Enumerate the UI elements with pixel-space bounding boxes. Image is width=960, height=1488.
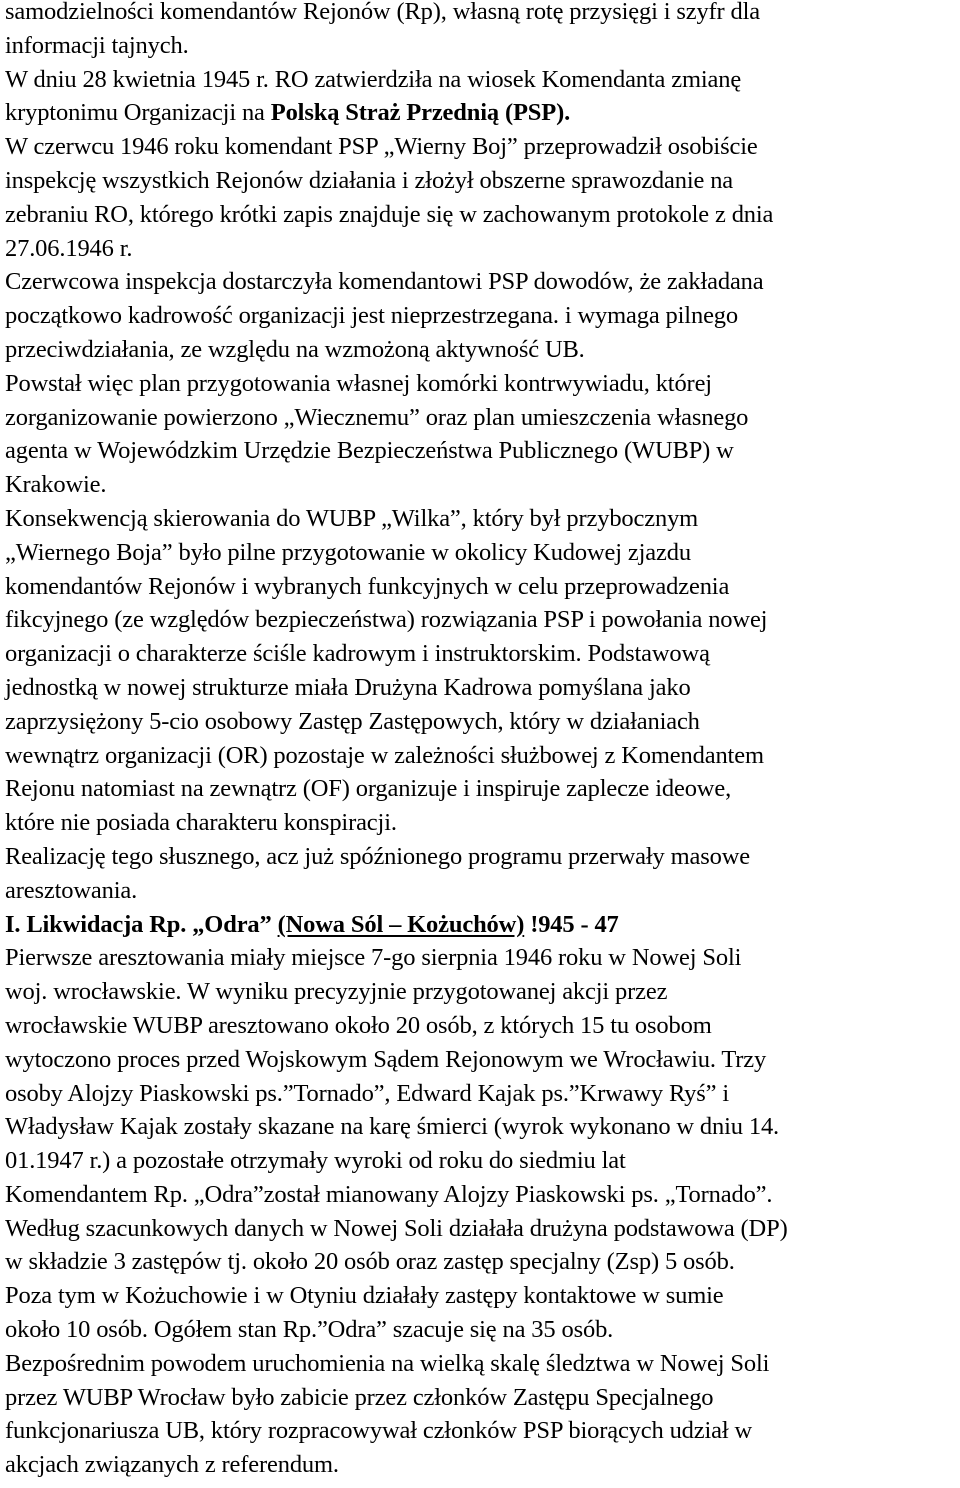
text-line: zebraniu RO, którego krótki zapis znajduje się w zachowanym protokole z dnia xyxy=(5,200,774,228)
text-line: komendantów Rejonów i wybranych funkcyjnych w celu przeprowadzenia xyxy=(5,572,730,600)
text-line: wewnątrz organizacji (OR) pozostaje w zależności służbowej z Komendantem xyxy=(5,741,764,769)
heading-location: (Nowa Sól – Kożuchów) xyxy=(277,910,525,938)
text-line: funkcjonariusza UB, który rozpracowywał członków PSP biorących udział w xyxy=(5,1417,753,1445)
text-line: wytoczono proces przed Wojskowym Sądem Rejonowym we Wrocławiu. Trzy xyxy=(5,1045,767,1073)
text-line: samodzielności komendantów Rejonów (Rp), własną rotę przysięgi i szyfr dla xyxy=(5,0,761,25)
text-line: W czerwcu 1946 roku komendant PSP „Wierny Boj” przeprowadził osobiście xyxy=(5,133,758,161)
text-line: Krakowie. xyxy=(5,471,107,499)
text-line: aresztowania. xyxy=(5,876,138,904)
text-line: Powstał więc plan przygotowania własnej komórki kontrwywiadu, której xyxy=(5,369,712,397)
text-line: akcjach związanych z referendum. xyxy=(5,1451,339,1479)
text-line: woj. wrocławskie. W wyniku precyzyjnie przygotowanej akcji przez xyxy=(5,978,668,1006)
text-line: przeciwdziałania, ze względu na wzmożoną aktywność UB. xyxy=(5,335,585,363)
text-line: w składzie 3 zastępów tj. około 20 osób oraz zastęp specjalny (Zsp) 5 osób. xyxy=(5,1248,735,1276)
text-line: agenta w Wojewódzkim Urzędzie Bezpieczeństwa Publicznego (WUBP) w xyxy=(5,437,734,465)
text-line: przez WUBP Wrocław było zabicie przez członków Zastępu Specjalnego xyxy=(5,1383,714,1411)
text-line: informacji tajnych. xyxy=(5,31,189,59)
text-line: Pierwsze aresztowania miały miejsce 7-go sierpnia 1946 roku w Nowej Soli xyxy=(5,944,742,972)
text-line: początkowo kadrowość organizacji jest nieprzestrzegana. i wymaga pilnego xyxy=(5,302,738,330)
text-line: inspekcję wszystkich Rejonów działania i złożył obszerne sprawozdanie na xyxy=(5,166,734,194)
text-line: Według szacunkowych danych w Nowej Soli działała drużyna podstawowa (DP) xyxy=(5,1214,788,1242)
text-line: około 10 osób. Ogółem stan Rp.”Odra” szacuje się na 35 osób. xyxy=(5,1316,614,1344)
text-line: wrocławskie WUBP aresztowano około 20 osób, z których 15 tu osobom xyxy=(5,1011,712,1039)
text-run: kryptonimu Organizacji na xyxy=(5,99,271,127)
text-line: Realizację tego słusznego, acz już spóźnionego programu przerwały masowe xyxy=(5,842,751,870)
text-line: 01.1947 r.) a pozostałe otrzymały wyroki od roku do siedmiu lat xyxy=(5,1147,626,1175)
organization-name: Polską Straż Przednią (PSP). xyxy=(270,99,571,127)
text-line: Poza tym w Kożuchowie i w Otyniu działały zastępy kontaktowe w sumie xyxy=(5,1282,724,1310)
heading-part: I. Likwidacja Rp. „Odra” xyxy=(5,910,278,938)
text-line: które nie posiada charakteru konspiracji. xyxy=(5,809,397,837)
text-line: Konsekwencją skierowania do WUBP „Wilka”, który był przybocznym xyxy=(5,504,699,532)
text-line: Bezpośrednim powodem uruchomienia na wielką skalę śledztwa w Nowej Soli xyxy=(5,1349,770,1377)
text-line: zaprzysiężony 5-cio osobowy Zastęp Zastępowych, który w działaniach xyxy=(5,707,700,735)
heading-years: !945 - 47 xyxy=(524,910,619,938)
text-line: osoby Alojzy Piaskowski ps.”Tornado”, Edward Kajak ps.”Krwawy Ryś” i xyxy=(5,1079,730,1107)
text-line: Rejonu natomiast na zewnątrz (OF) organizuje i inspiruje zaplecze ideowe, xyxy=(5,775,732,803)
text-line: Władysław Kajak zostały skazane na karę śmierci (wyrok wykonano w dniu 14. xyxy=(5,1113,780,1141)
text-line: W dniu 28 kwietnia 1945 r. RO zatwierdziła na wiosek Komendanta zmianę xyxy=(5,65,742,93)
text-line: 27.06.1946 r. xyxy=(5,234,133,262)
text-line: jednostką w nowej strukturze miała Drużyna Kadrowa pomyślana jako xyxy=(5,673,691,701)
text-line: zorganizowanie powierzono „Wiecznemu” oraz plan umieszczenia własnego xyxy=(5,403,749,431)
text-line: fikcyjnego (ze względów bezpieczeństwa) rozwiązania PSP i powołania nowej xyxy=(5,606,768,634)
text-line: Komendantem Rp. „Odra”został mianowany Alojzy Piaskowski ps. „Tornado”. xyxy=(5,1180,773,1208)
text-line: „Wiernego Boja” było pilne przygotowanie w okolicy Kudowej zjazdu xyxy=(5,538,691,566)
text-line: Czerwcowa inspekcja dostarczyła komendantowi PSP dowodów, że zakładana xyxy=(5,268,764,296)
text-line: organizacji o charakterze ściśle kadrowym i instruktorskim. Podstawową xyxy=(5,640,710,668)
section-heading xyxy=(5,908,957,942)
text-line xyxy=(5,96,957,130)
